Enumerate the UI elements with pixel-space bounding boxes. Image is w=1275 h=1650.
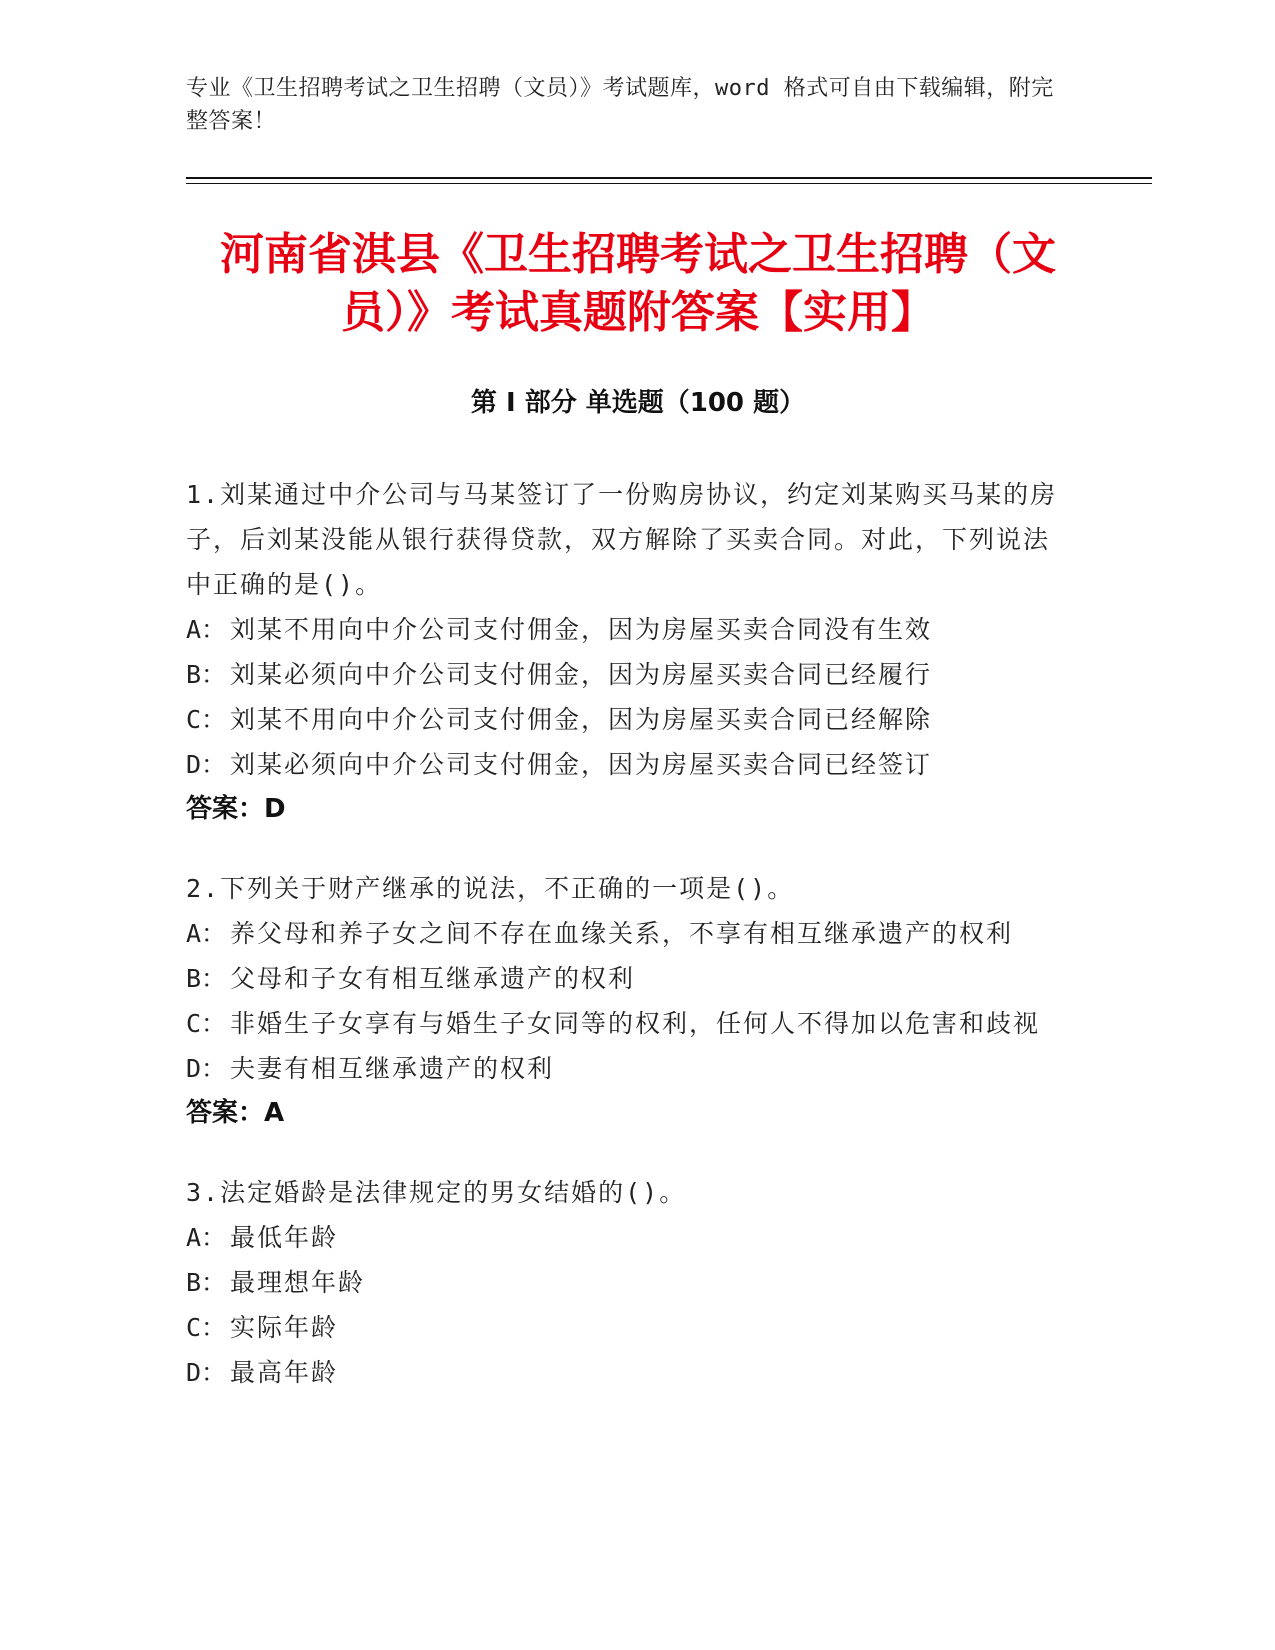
option-text: 最高年龄 [230, 1358, 339, 1387]
question-list [186, 472, 1066, 1429]
option-d [186, 1046, 1066, 1091]
header-rule-thin [186, 183, 1152, 184]
option-text: 最低年龄 [230, 1223, 339, 1252]
question-2 [186, 866, 1066, 1136]
option-key: C： [186, 705, 227, 734]
option-key: C： [186, 1313, 227, 1342]
question-stem: 3.法定婚龄是法律规定的男女结婚的()。 [186, 1178, 687, 1207]
option-text: 养父母和养子女之间不存在血缘关系，不享有相互继承遗产的权利 [230, 919, 1014, 948]
option-text: 刘某不用向中介公司支付佣金，因为房屋买卖合同已经解除 [230, 705, 933, 734]
question-stem: 2.下列关于财产继承的说法，不正确的一项是()。 [186, 874, 795, 903]
option-b [186, 956, 1066, 1001]
question-3 [186, 1170, 1066, 1395]
option-a [186, 1215, 1066, 1260]
option-text: 刘某必须向中介公司支付佣金，因为房屋买卖合同已经履行 [230, 660, 933, 689]
option-key: B： [186, 964, 227, 993]
section-title: 第 I 部分 单选题（100 题） [470, 388, 806, 418]
answer: 答案：D [186, 794, 286, 824]
option-c [186, 1001, 1066, 1046]
option-text: 最理想年龄 [230, 1268, 366, 1297]
option-text: 非婚生子女享有与婚生子女同等的权利，任何人不得加以危害和歧视 [230, 1009, 1041, 1038]
option-a [186, 911, 1066, 956]
option-a [186, 607, 1066, 652]
header-note: 专业《卫生招聘考试之卫生招聘（文员）》考试题库，word 格式可自由下载编辑，附完整答案！ [186, 76, 1054, 134]
option-b [186, 652, 1066, 697]
header-rule-thick [186, 177, 1152, 179]
option-c [186, 1305, 1066, 1350]
option-d [186, 742, 1066, 787]
option-text: 实际年龄 [230, 1313, 339, 1342]
document-title: 河南省淇县《卫生招聘考试之卫生招聘（文员）》考试真题附答案【实用】 [220, 229, 1056, 338]
answer: 答案：A [186, 1098, 285, 1128]
question-1 [186, 472, 1066, 832]
option-d [186, 1350, 1066, 1395]
option-text: 刘某不用向中介公司支付佣金，因为房屋买卖合同没有生效 [230, 615, 933, 644]
option-text: 刘某必须向中介公司支付佣金，因为房屋买卖合同已经签订 [230, 750, 933, 779]
option-key: A： [186, 1223, 227, 1252]
option-key: D： [186, 1358, 227, 1387]
option-b [186, 1260, 1066, 1305]
option-key: B： [186, 660, 227, 689]
option-key: A： [186, 615, 227, 644]
question-stem: 1.刘某通过中介公司与马某签订了一份购房协议，约定刘某购买马某的房子，后刘某没能从银行获得贷款，双方解除了买卖合同。对此，下列说法中正确的是()。 [186, 480, 1058, 599]
option-key: A： [186, 919, 227, 948]
option-text: 父母和子女有相互继承遗产的权利 [230, 964, 636, 993]
option-key: C： [186, 1009, 227, 1038]
option-key: D： [186, 750, 227, 779]
option-key: B： [186, 1268, 227, 1297]
option-c [186, 697, 1066, 742]
option-key: D： [186, 1054, 227, 1083]
option-text: 夫妻有相互继承遗产的权利 [230, 1054, 555, 1083]
